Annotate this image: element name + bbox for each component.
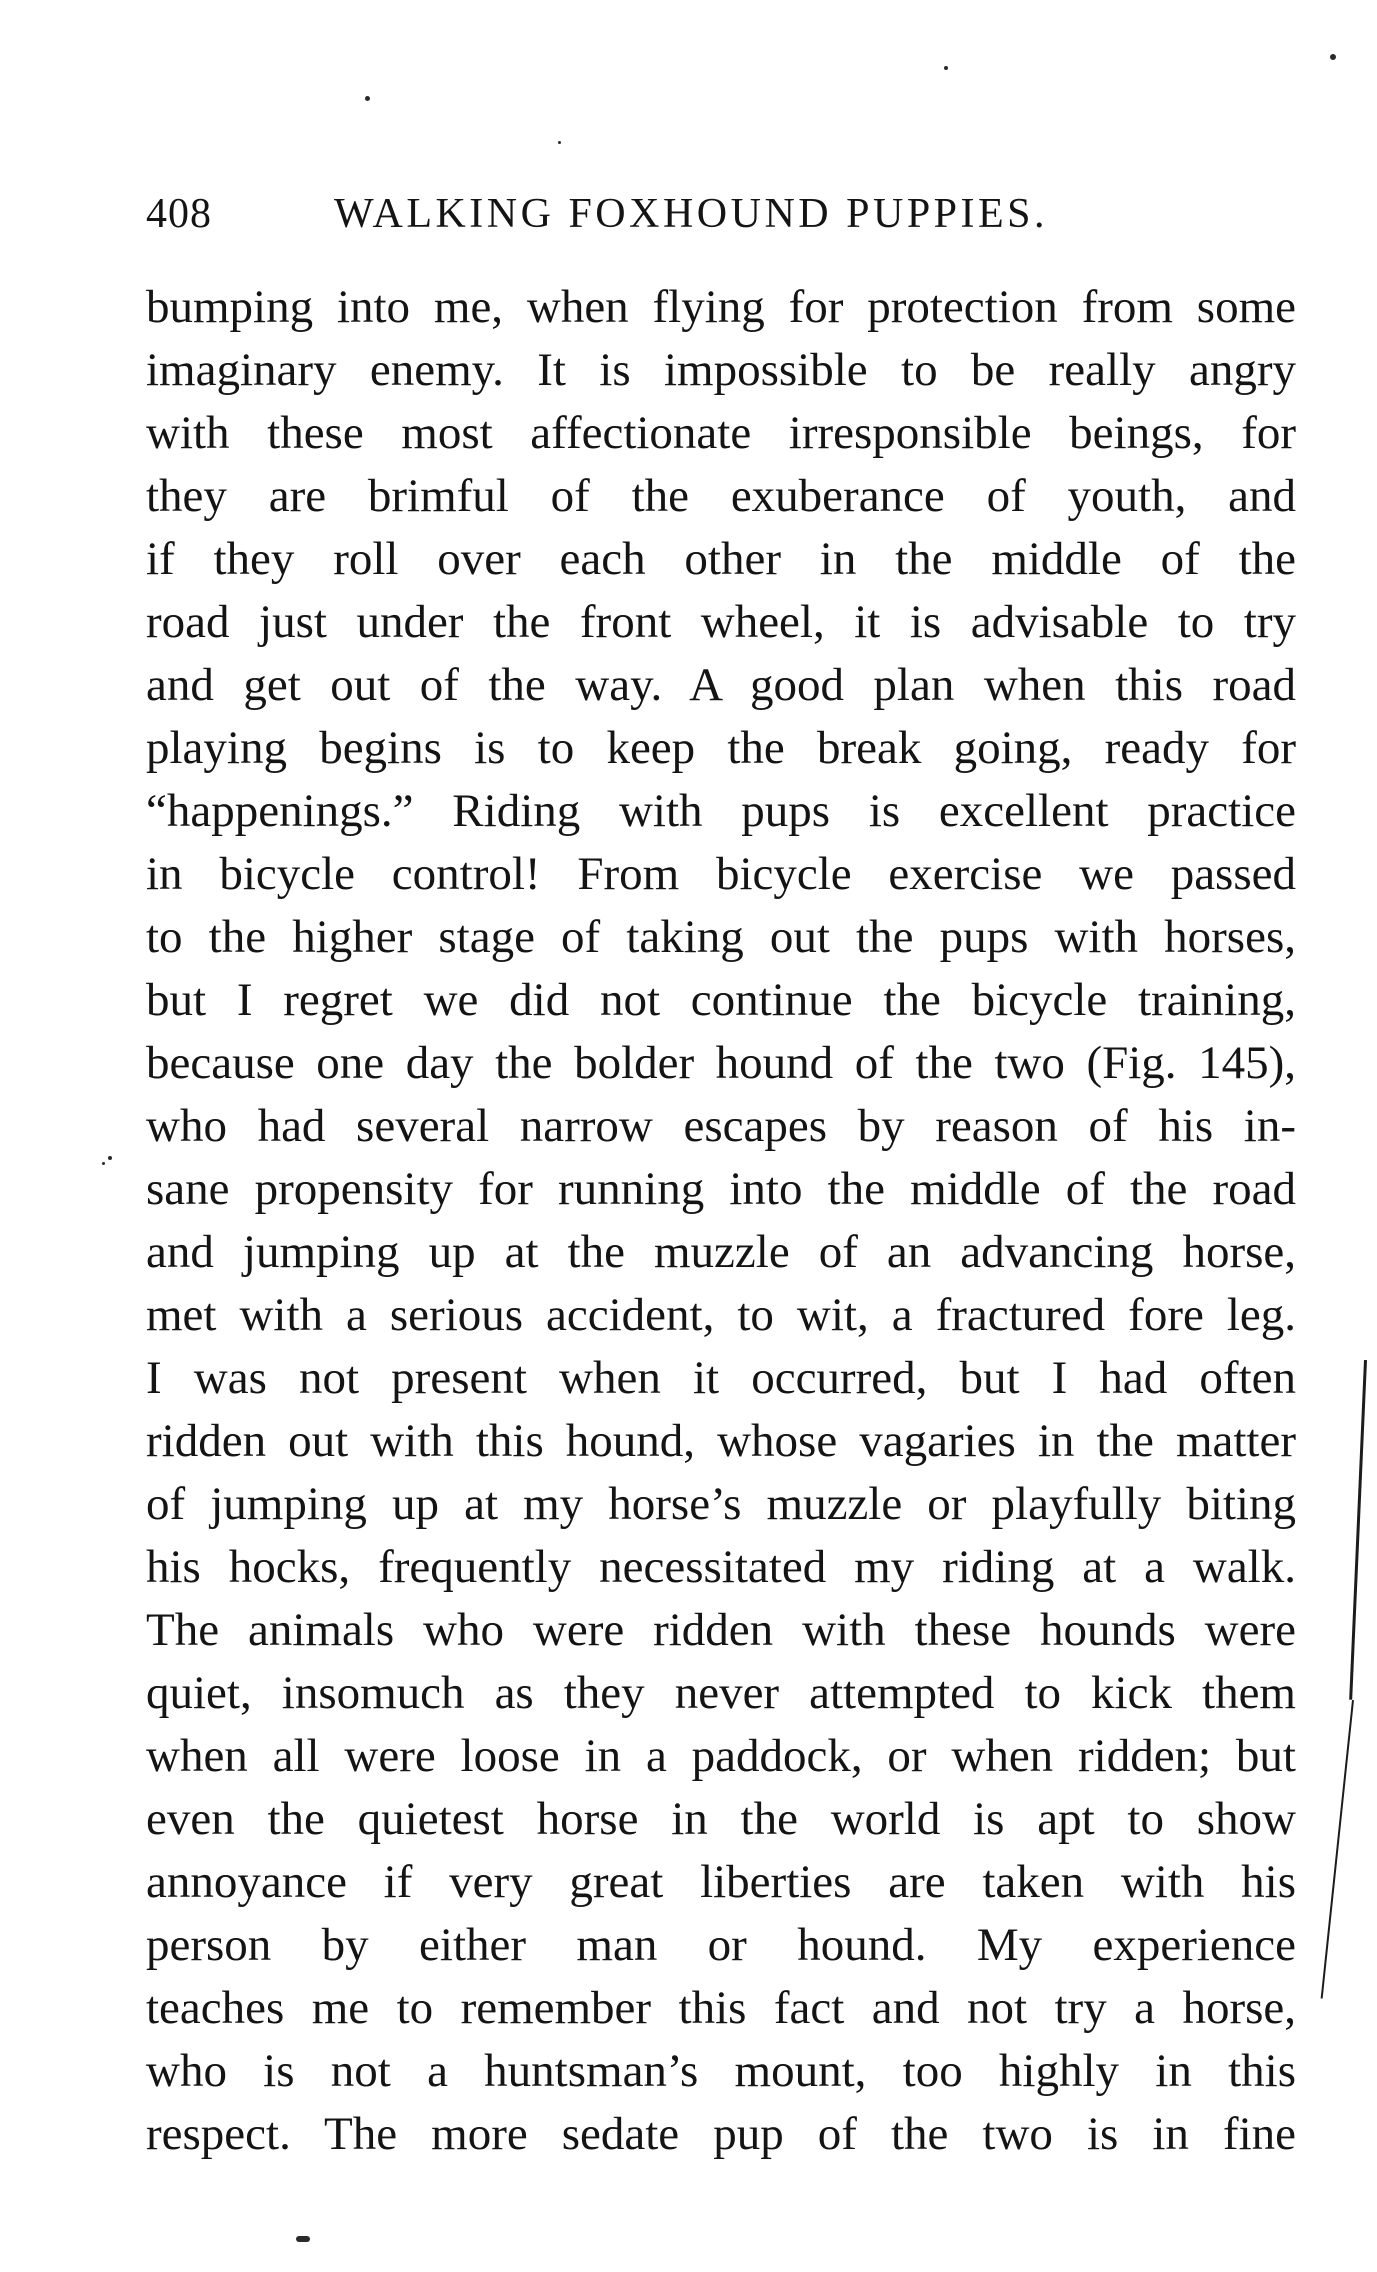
scan-speck	[1330, 54, 1336, 60]
text-line: playing begins is to keep the break going, ready for	[146, 722, 1296, 774]
text-line: who had several narrow escapes by reason of his in-	[146, 1100, 1296, 1152]
text-line: and jumping up at the muzzle of an advancing horse,	[146, 1226, 1296, 1278]
text-line: ridden out with this hound, whose vagaries in the matter	[146, 1415, 1296, 1467]
page-number: 408	[146, 191, 212, 237]
text-line: respect. The more sedate pup of the two is in fine	[146, 2108, 1296, 2160]
text-line: met with a serious accident, to wit, a fractured fore leg.	[146, 1289, 1296, 1341]
page-header	[146, 186, 1296, 242]
text-line: even the quietest horse in the world is apt to show	[146, 1793, 1296, 1845]
scan-speck	[102, 1162, 105, 1165]
text-line: if they roll over each other in the middle of the	[146, 533, 1296, 585]
text-line: to the higher stage of taking out the pups with horses,	[146, 911, 1296, 963]
text-line: person by either man or hound. My experience	[146, 1919, 1296, 1971]
margin-pencil-line	[1349, 1360, 1367, 1700]
text-line: teaches me to remember this fact and not try a horse,	[146, 1982, 1296, 2034]
text-line: when all were loose in a paddock, or when ridden; but	[146, 1730, 1296, 1782]
text-line: “happenings.” Riding with pups is excellent practice	[146, 785, 1296, 837]
text-line: quiet, insomuch as they never attempted to kick them	[146, 1667, 1296, 1719]
text-line: sane propensity for running into the middle of the road	[146, 1163, 1296, 1215]
body-text	[146, 276, 1296, 2166]
margin-pencil-line	[1321, 1700, 1354, 1999]
running-title: WALKING FOXHOUND PUPPIES.	[334, 191, 1049, 237]
text-line: his hocks, frequently necessitated my riding at a walk.	[146, 1541, 1296, 1593]
text-line: and get out of the way. A good plan when this road	[146, 659, 1296, 711]
scan-speck	[558, 141, 561, 144]
text-line: with these most affectionate irresponsible beings, for	[146, 407, 1296, 459]
text-line: I was not present when it occurred, but I had often	[146, 1352, 1296, 1404]
text-line: annoyance if very great liberties are taken with his	[146, 1856, 1296, 1908]
scan-speck	[296, 2236, 310, 2242]
scan-speck	[108, 1156, 112, 1160]
text-line: bumping into me, when flying for protection from some	[146, 281, 1296, 333]
text-line: who is not a huntsman’s mount, too highly in this	[146, 2045, 1296, 2097]
text-line: but I regret we did not continue the bicycle training,	[146, 974, 1296, 1026]
text-line: because one day the bolder hound of the two (Fig. 145),	[146, 1037, 1296, 1089]
text-line: they are brimful of the exuberance of youth, and	[146, 470, 1296, 522]
text-line: of jumping up at my horse’s muzzle or playfully biting	[146, 1478, 1296, 1530]
text-line: in bicycle control! From bicycle exercise we passed	[146, 848, 1296, 900]
scan-speck	[365, 96, 370, 101]
text-line: The animals who were ridden with these hounds were	[146, 1604, 1296, 1656]
scan-speck	[944, 66, 948, 70]
text-line: road just under the front wheel, it is advisable to try	[146, 596, 1296, 648]
text-line: imaginary enemy. It is impossible to be really angry	[146, 344, 1296, 396]
